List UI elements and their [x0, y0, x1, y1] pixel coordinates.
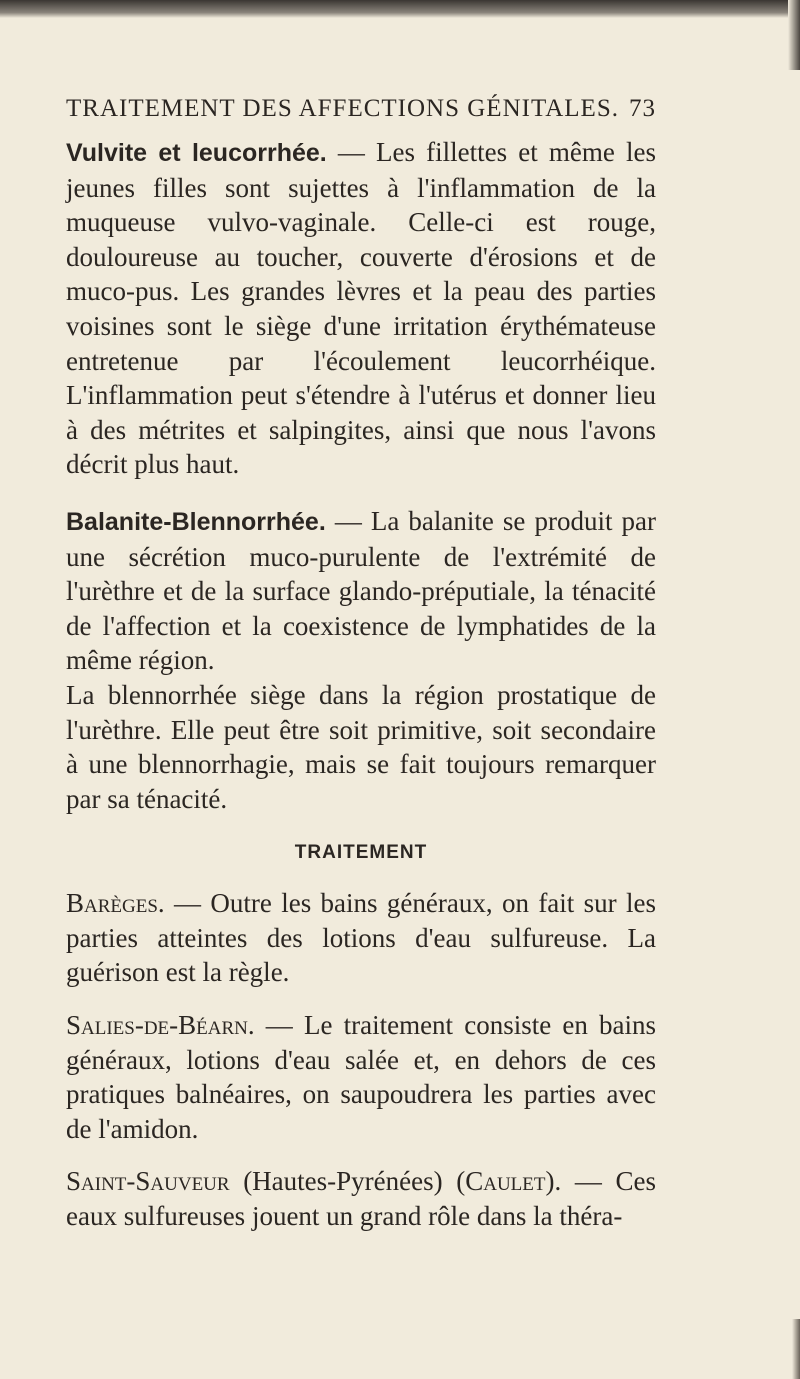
paragraph-blennorrhee [66, 678, 656, 816]
running-title: TRAITEMENT DES AFFECTIONS GÉNITALES. [66, 95, 619, 122]
paragraph-salies [66, 1008, 656, 1146]
author-name: Caulet [465, 1166, 546, 1197]
treatment-text: (Hautes-Pyrénées) ( [229, 1166, 466, 1197]
section-text: — La balanite se produit par une sécrétion muco-purulente de l'extrémité de l'urèthre et de la surface glando-préputiale, la ténacité de l'affection et la coexistence de lymphatides de la même région. [66, 505, 656, 676]
scan-top-edge [0, 0, 800, 18]
scan-bottom-shadow [792, 1319, 800, 1379]
place-name: Barèges. [66, 888, 165, 919]
treatment-text: — Outre les bains généraux, on fait sur les parties atteintes des lotions d'eau sulfureuse. La guérison est la règle. [66, 888, 656, 988]
paragraph-text: La blennorrhée siège dans la région prostatique de l'urèthre. Elle peut être soit primitive, soit secondaire à une blennorrhagie, mais se fait toujours remarquer par sa ténacité. [66, 679, 656, 814]
section-text: — Les fillettes et même les jeunes filles sont sujettes à l'inflammation de la muqueuse vulvo-vaginale. Celle-ci est rouge, douloureuse au toucher, couverte d'érosions et de muco-pus. Les grandes lèvres et la peau des parties voisines sont le siège d'une irritation érythémateuse entretenue par l'écoulement leucorrhéique. L'inflammation peut s'étendre à l'utérus et donner lieu à des métrites et salpingites, ainsi que nous l'avons décrit plus haut. [66, 137, 656, 480]
place-name: Saint-Sauveur [66, 1166, 230, 1197]
book-page [66, 95, 656, 1234]
paragraph-saint-sauveur [66, 1164, 656, 1233]
section-lead: Vulvite et leucorrhée. [66, 139, 327, 167]
page-number: 73 [629, 95, 656, 122]
treatment-text: — Le traitement consiste en bains généraux, lotions d'eau salée et, en dehors de ces pratiques balnéaires, on saupoudrera les parties avec de l'amidon. [66, 1010, 656, 1144]
section-lead: Balanite-Blennorrhée. [66, 507, 326, 536]
running-head [66, 95, 656, 135]
paragraph-bareges [66, 886, 656, 990]
paragraph-vulvite [66, 135, 656, 482]
scan-corner-shadow [788, 0, 800, 70]
paragraph-balanite [66, 504, 656, 678]
treatment-text-after: ). — Ces eaux sulfureuses jouent un grand rôle dans la théra- [66, 1166, 656, 1232]
place-name: Salies-de-Béarn. [66, 1010, 255, 1041]
treatment-heading: TRAITEMENT [294, 842, 428, 864]
